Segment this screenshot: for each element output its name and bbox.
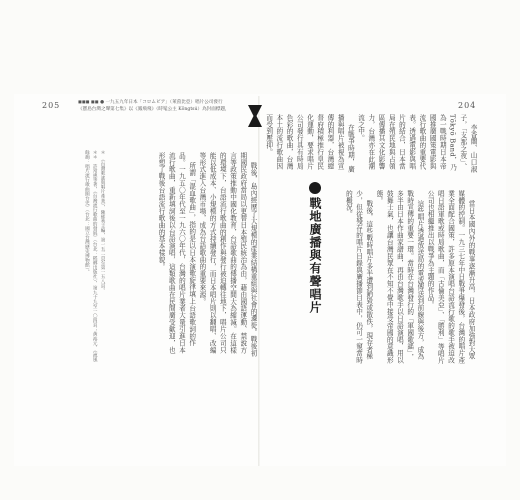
right-page-number: 204: [458, 101, 477, 110]
left-paragraph: 所謂「混血歌曲」，指的是以日本演歌旋律填上台語歌詞的作品。一九五〇年代至一九六〇年代，台灣的唱片業者大量引進日本流行歌曲，重新填詞後以台語演唱，這類歌曲在民間廣受歡迎，也形塑了戰後台語流行歌曲的基本樣貌。: [157, 152, 196, 354]
book-gutter: [258, 96, 260, 466]
running-head-line-1: ◼◼◼ ◼◼ ● 一九五九年日本「コロムビア」（萊茵比亞）唱片公司發行: [78, 100, 223, 105]
right-paragraph: 戰後，這些戰時唱片多半遭到銷毀或散佚，現存者極少，但從殘存的唱片目錄與廣播節目表中，仍可一窺當時的概況。: [344, 190, 373, 364]
left-running-head: [78, 99, 230, 113]
right-paragraph: 李香蘭、山口淑子，「支那之夜」、Tōkyō Band，乃為一戰時期日本帝國推廣國策電影與流行歌曲的重要代表。透過電影與唱片的結合，日本當局在殖民地與占領區傳播其文化影響力，台灣亦在此潮流之中。: [356, 114, 477, 173]
section-heading-text: 戰地廣播與有聲唱片: [308, 197, 322, 314]
right-paragraph: 在戰爭時期，廣播與唱片被視為宣傳的利器，台灣總督府積極推行皇民化運動，要求唱片公司發行具有時局色彩的歌曲，台灣本土的流行歌曲因而受到壓抑。: [264, 114, 355, 173]
left-paragraph: 戰後，島內經歷了大規模的產業結構重組與社會的遷徙。戰後初期國民政府當局以更替日本殖民統治為由，藉由國語運動、禁說方言等政策推動中國化教育，台語歌曲的傳播空間大為縮減。在這樣的環境下，台語流行歌曲的創作與發行被迫轉往地下，唱片公司只能以低成本、小規模的方式持續發行，而日本唱片則以翻唱、改編等形式進入台灣市場，成為台語歌曲的重要來源。: [197, 152, 257, 357]
left-page-body: [112, 152, 258, 360]
footnote: ＊＊ 許常惠等著，《台灣流行歌曲的發展》（台北：稻鄉出版社），第九十九至一〇四頁；黃裕元，《流風餘韻：唱片流行歌曲開台史》（台北：國立台灣歷史博物館）。: [84, 150, 98, 362]
running-head-line-2: 《寶島台灣之聲第七集》以《鳳飛飛》（時髦公主 Kōngtsú）為封面標題，: [78, 107, 230, 113]
footnote: ＊ 《台灣歌謠與唱片產業》，陳郁秀主編，第一五二頁至第一五八頁。: [100, 150, 105, 293]
right-paragraph: 這些唱片透過放送局的電波傳送到前線與後方，成為戰時宣傳的重要一環。當時在台灣發行的「軍國歌謠」，多半由日本作曲家譜曲，再由台灣歌手以日語演唱，用以鼓舞士氣，也讓台灣民眾在不知不覺中接受帝國的意識形態。: [375, 190, 424, 364]
hourglass-ornament-icon: [247, 104, 263, 128]
right-page-body-upper: [264, 114, 478, 174]
right-paragraph: 當日本國內外的戰事逐漸升高，日本政府加強對大眾媒體的控制。一九三七年中日戰爭爆發後，台灣的唱片產業全面配合國策，許多原本演唱台語流行歌的歌手被迫改唱日語軍歌或時局歌曲，而「古倫美亞」、「勝利」等唱片公司也相繼推出以戰爭為主題的作品。: [426, 190, 475, 365]
left-page-footnotes: [44, 150, 106, 364]
left-page-number: 205: [42, 101, 61, 110]
right-page-body-lower: [270, 190, 476, 366]
